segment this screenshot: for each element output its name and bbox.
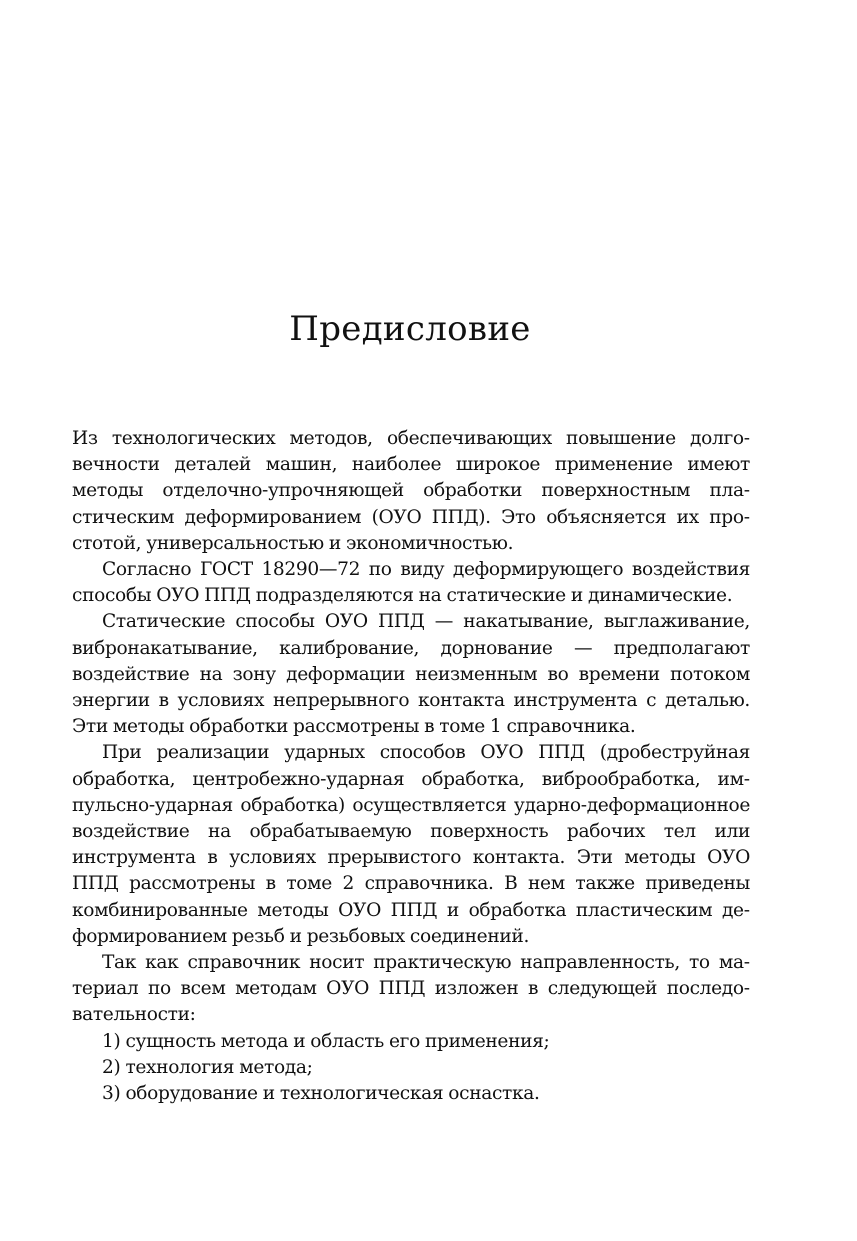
paragraph-3: Статические способы ОУО ППД — накатывание, выглаживание, вибронакатывание, калибрование, дорнование — предполагают воздействие на зону деформации неизменным во времени потоком энергии в условиях непрерывного контакта инструмента с деталью. Эти методы обработки рассмотрены в томе 1 справочника. <box>72 611 750 738</box>
paragraph-4: При реализации ударных способов ОУО ППД (дробеструйная обработка, центробежно-ударная обработка, виброобработка, импульсно-ударная обработка) осуществляется ударно-деформационное воздействие на обрабатываемую поверхность рабочих тел или инструмента в условиях прерывистого контакта. Эти методы ОУО ППД рассмотрены в томе 2 справочника. В нем также приведены комбинированные методы ОУО ППД и обработка пластическим деформированием резьб и резьбовых соединений. <box>72 742 750 947</box>
paragraph-1: Из технологических методов, обеспечивающих повышение долговечности деталей машин, наиболее широкое применение имеют методы отделочно-упрочняющей обработки поверхностным пластическим деформированием (ОУО ППД). Это объясняется их простотой, универсальностью и экономичностью. <box>72 428 750 554</box>
paragraph-5: Так как справочник носит практическую направленность, то материал по всем методам ОУО ППД изложен в следующей последовательности: <box>72 952 750 1026</box>
list-item: 1) сущность метода и область его применения; <box>102 1030 550 1052</box>
list-item: 3) оборудование и технологическая оснастка. <box>102 1083 540 1105</box>
paragraph-2: Согласно ГОСТ 18290—72 по виду деформирующего воздействия способы ОУО ППД подразделяются на статические и динамические. <box>72 559 750 607</box>
preface-body <box>72 426 750 1107</box>
sequence-list <box>72 1029 750 1108</box>
list-item: 2) технология метода; <box>102 1056 313 1078</box>
page-title: Предисловие <box>289 309 531 349</box>
